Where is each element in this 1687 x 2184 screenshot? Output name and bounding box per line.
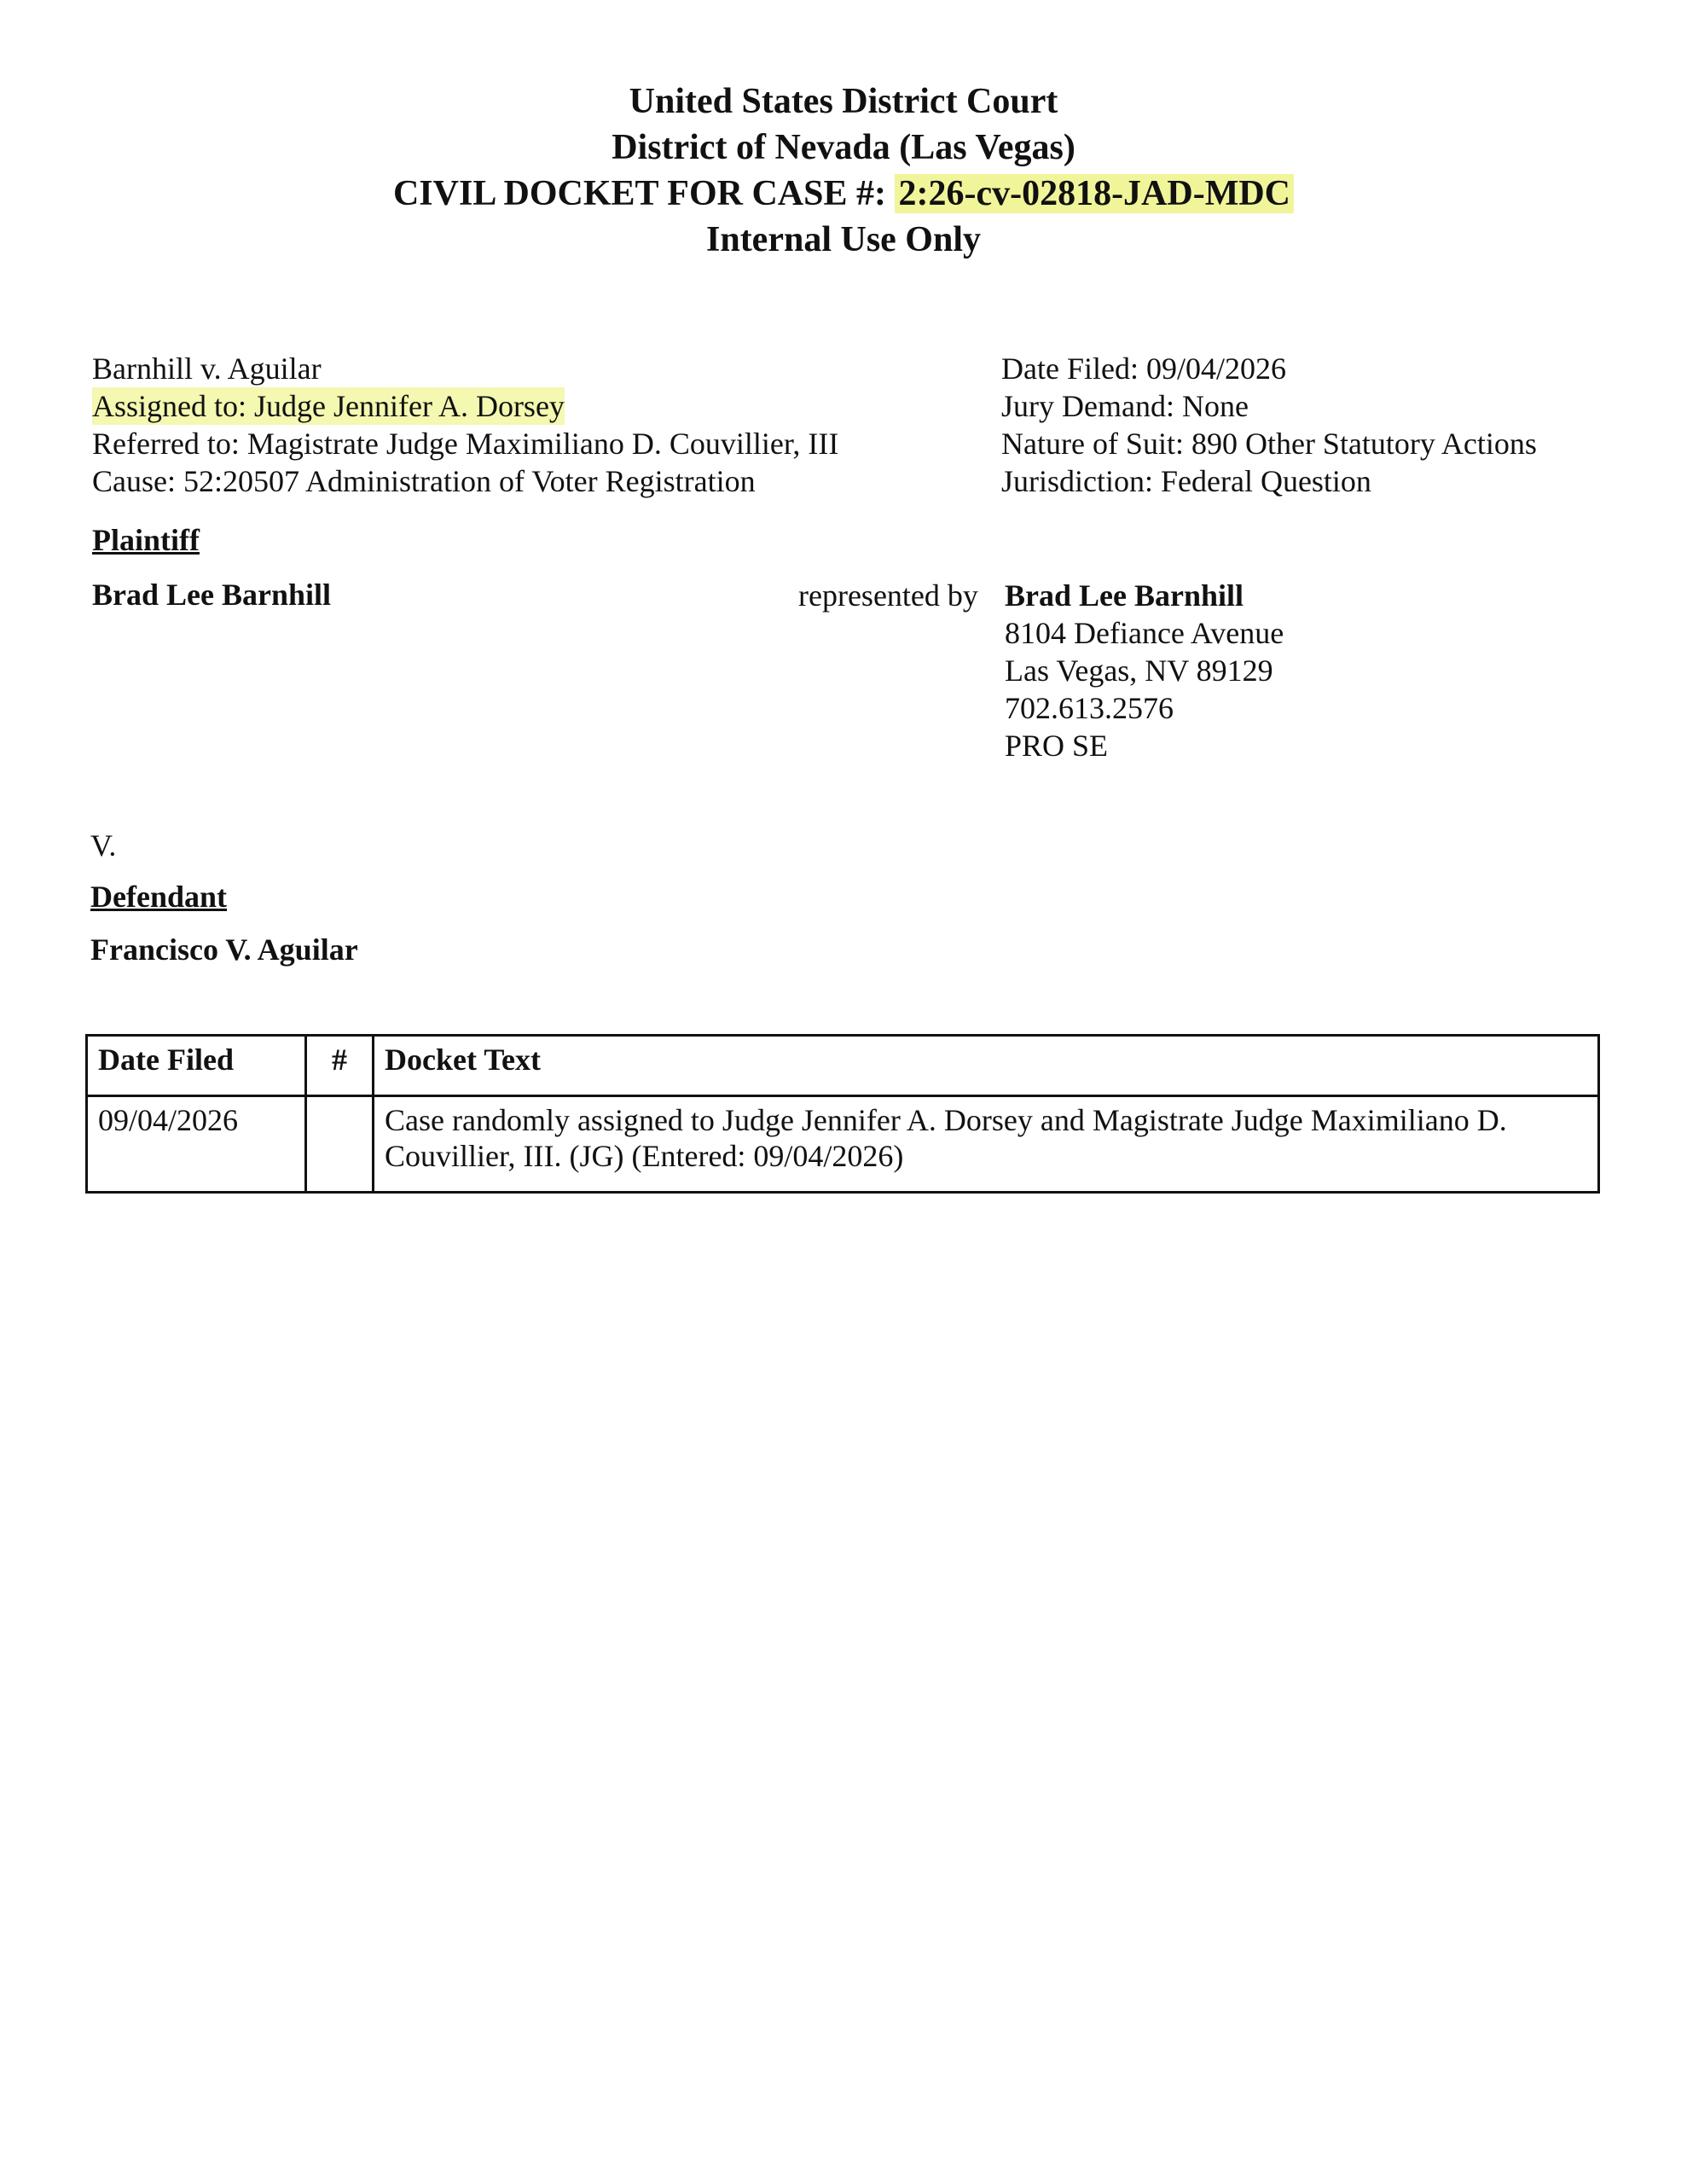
jury-demand: Jury Demand: None bbox=[1001, 389, 1249, 423]
plaintiff-heading: Plaintiff bbox=[92, 523, 200, 557]
versus-label: V. bbox=[90, 828, 117, 863]
table-row bbox=[87, 1096, 1599, 1193]
defendant-heading: Defendant bbox=[90, 880, 227, 914]
column-header-docket-text: Docket Text bbox=[374, 1036, 1599, 1096]
referred-judge: Referred to: Magistrate Judge Maximiliano D. Couvillier, III bbox=[92, 427, 839, 461]
docket-prefix: CIVIL DOCKET FOR CASE #: bbox=[392, 174, 896, 213]
date-filed: Date Filed: 09/04/2026 bbox=[1001, 351, 1286, 386]
representative-status: PRO SE bbox=[1005, 729, 1109, 763]
case-info-left bbox=[92, 350, 838, 500]
plaintiff-name: Brad Lee Barnhill bbox=[92, 578, 332, 612]
jurisdiction: Jurisdiction: Federal Question bbox=[1001, 464, 1371, 498]
entry-date-filed: 09/04/2026 bbox=[87, 1096, 306, 1193]
docket-header bbox=[0, 78, 1687, 263]
docket-header-row bbox=[87, 1036, 1599, 1096]
representative-address-line2: Las Vegas, NV 89129 bbox=[1005, 653, 1273, 688]
case-title-line bbox=[0, 171, 1687, 217]
court-name: United States District Court bbox=[629, 82, 1058, 121]
representative-block bbox=[1005, 577, 1284, 764]
internal-use-label: Internal Use Only bbox=[705, 220, 981, 259]
nature-of-suit: Nature of Suit: 890 Other Statutory Actions bbox=[1001, 427, 1537, 461]
representative-name: Brad Lee Barnhill bbox=[1005, 578, 1244, 613]
case-number: 2:26-cv-02818-JAD-MDC bbox=[895, 174, 1294, 213]
representative-phone: 702.613.2576 bbox=[1005, 691, 1174, 725]
case-cause: Cause: 52:20507 Administration of Voter Registration bbox=[92, 464, 756, 498]
entry-docket-text: Case randomly assigned to Judge Jennifer A. Dorsey and Magistrate Judge Maximiliano D. Couvillier, III. (JG) (Entered: 09/04/2026) bbox=[374, 1096, 1599, 1193]
case-caption: Barnhill v. Aguilar bbox=[92, 351, 322, 386]
column-header-date-filed: Date Filed bbox=[87, 1036, 306, 1096]
case-info-right bbox=[1001, 350, 1537, 500]
assigned-judge: Assigned to: Judge Jennifer A. Dorsey bbox=[92, 389, 565, 423]
district-name: District of Nevada (Las Vegas) bbox=[612, 128, 1075, 167]
defendant-name: Francisco V. Aguilar bbox=[90, 932, 358, 967]
representative-address-line1: 8104 Defiance Avenue bbox=[1005, 616, 1284, 650]
entry-number bbox=[306, 1096, 374, 1193]
represented-by-label: represented by bbox=[798, 578, 978, 613]
column-header-number: # bbox=[306, 1036, 374, 1096]
docket-table bbox=[85, 1034, 1600, 1194]
